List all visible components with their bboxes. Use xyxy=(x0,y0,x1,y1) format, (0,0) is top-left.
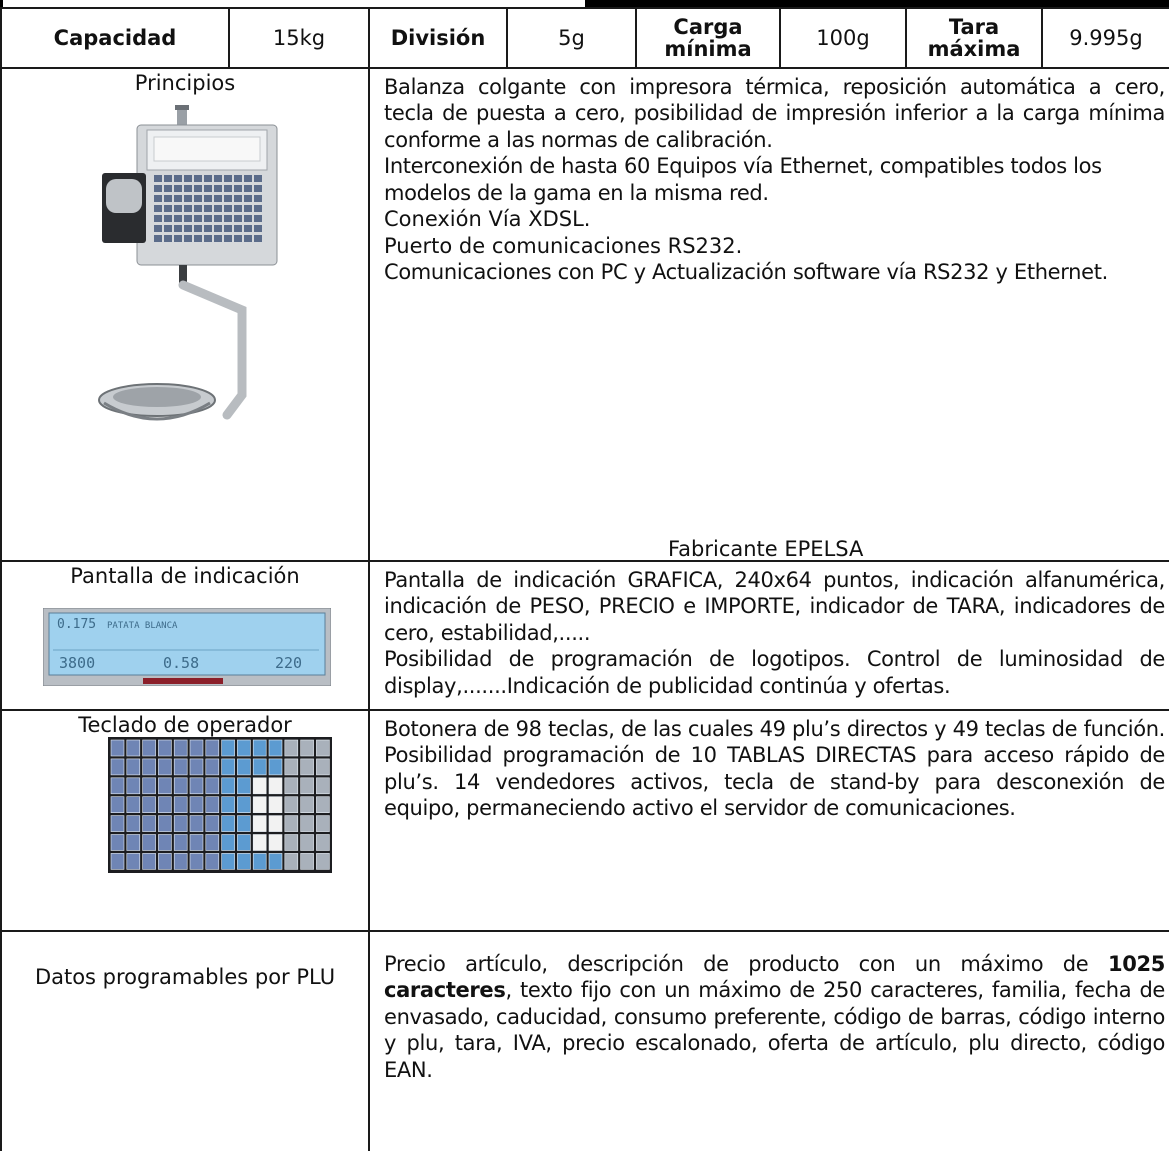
keyboard-key xyxy=(111,740,124,756)
min-load-label-line2: mínima xyxy=(664,37,752,61)
pantalla-title: Pantalla de indicación xyxy=(70,564,300,588)
keyboard-key xyxy=(158,816,171,832)
keyboard-key xyxy=(316,740,329,756)
division-value: 5g xyxy=(507,8,636,68)
keyboard-key xyxy=(127,759,140,775)
teclado-row xyxy=(1,710,1169,931)
keyboard-key xyxy=(285,835,298,851)
keyboard-key xyxy=(285,816,298,832)
keyboard-graphic xyxy=(108,737,332,873)
keyboard-key xyxy=(301,778,314,794)
keyboard-key xyxy=(158,778,171,794)
keyboard-key xyxy=(190,759,203,775)
keyboard-key xyxy=(269,778,282,794)
keyboard-key xyxy=(143,835,156,851)
pantalla-text-cell xyxy=(369,561,1169,710)
max-tare-value: 9.995g xyxy=(1042,8,1169,68)
principios-cell xyxy=(1,68,369,561)
keyboard-image xyxy=(108,737,332,873)
keyboard-key xyxy=(190,816,203,832)
datos-text xyxy=(384,951,1165,1083)
keyboard-key xyxy=(174,778,187,794)
principios-line-4: Puerto de comunicaciones RS232. xyxy=(384,233,743,258)
keyboard-key xyxy=(222,835,235,851)
pantalla-paragraph-2: Posibilidad de programación de logotipos. Control de luminosidad de display,.......Indicación de publicidad continúa y ofertas. xyxy=(384,647,1165,698)
min-load-label-line1: Carga xyxy=(673,14,743,39)
teclado-cell xyxy=(1,710,369,931)
keyboard-key xyxy=(143,778,156,794)
keyboard-key xyxy=(127,853,140,869)
keyboard-key xyxy=(190,797,203,813)
keyboard-key xyxy=(111,759,124,775)
keyboard-key xyxy=(316,778,329,794)
keyboard-key xyxy=(127,740,140,756)
keyboard-key xyxy=(127,835,140,851)
keyboard-key xyxy=(111,853,124,869)
datos-text-start: Precio artículo, descripción de producto con un máximo de xyxy=(384,952,1108,976)
display-price: 0.58 xyxy=(163,654,200,672)
keyboard-key xyxy=(206,816,219,832)
principios-line-1: Balanza colgante con impresora térmica, reposición automática a cero, tecla de puesta a cero, posibilidad de impresión inferior a la carga mínima conforme a las normas de calibración. xyxy=(384,75,1165,152)
keyboard-key xyxy=(253,759,266,775)
keyboard-key xyxy=(301,835,314,851)
keyboard-key xyxy=(143,740,156,756)
keyboard-key xyxy=(158,740,171,756)
keyboard-key xyxy=(222,797,235,813)
principios-row xyxy=(1,68,1169,561)
min-load-label xyxy=(636,8,780,68)
keyboard-key xyxy=(285,797,298,813)
keyboard-key xyxy=(222,740,235,756)
max-tare-label-line2: máxima xyxy=(927,37,1021,61)
datos-text-bold: 1025 caracteres xyxy=(384,952,1165,1003)
keyboard-key xyxy=(269,835,282,851)
max-tare-label-line1: Tara xyxy=(948,14,1000,39)
max-tare-label xyxy=(906,8,1042,68)
keyboard-key xyxy=(158,759,171,775)
keyboard-key xyxy=(158,853,171,869)
keyboard-key xyxy=(316,853,329,869)
division-label: División xyxy=(369,8,507,68)
keyboard-key xyxy=(285,759,298,775)
display-amount: 220 xyxy=(275,654,303,672)
display-image xyxy=(43,608,331,686)
teclado-text: Botonera de 98 teclas, de las cuales 49 plu’s directos y 49 teclas de función. Posibilidad programación de 10 TABLAS DIRECTAS para acceso rápido de plu’s. 14 vendedores activos, tecla de stand-by para desconexión de equipo, permaneciendo activo el servidor de comunicaciones. xyxy=(384,717,1165,821)
keyboard-key xyxy=(190,740,203,756)
pantalla-row xyxy=(1,561,1169,710)
datos-cell xyxy=(1,931,369,1151)
keyboard-key xyxy=(285,740,298,756)
scale-image xyxy=(92,105,368,435)
keyboard-key xyxy=(253,797,266,813)
display-graphic xyxy=(43,608,331,686)
principios-line-3: Conexión Vía XDSL. xyxy=(384,207,591,232)
keyboard-key xyxy=(269,797,282,813)
keyboard-key xyxy=(253,853,266,869)
keyboard-key xyxy=(316,759,329,775)
keyboard-key xyxy=(143,797,156,813)
datos-title: Datos programables por PLU xyxy=(34,965,336,989)
datos-text-end: , texto fijo con un máximo de 250 caracteres, familia, fecha de envasado, caducidad, consumo preferente, código de barras, código interno y plu, tara, IVA, precio escalonado, oferta de artículo, plu directo, código EAN. xyxy=(384,978,1165,1082)
display-line1-name: PATATA BLANCA xyxy=(107,621,178,631)
keyboard-key xyxy=(237,816,250,832)
keyboard-key xyxy=(316,835,329,851)
keyboard-key xyxy=(237,797,250,813)
keyboard-key xyxy=(301,816,314,832)
keyboard-key xyxy=(174,835,187,851)
keyboard-key xyxy=(174,816,187,832)
keyboard-key xyxy=(253,778,266,794)
keyboard-key xyxy=(111,816,124,832)
keyboard-key xyxy=(237,740,250,756)
keyboard-key xyxy=(111,797,124,813)
keyboard-key xyxy=(111,778,124,794)
display-weight: 3800 xyxy=(59,654,96,672)
keyboard-key xyxy=(301,853,314,869)
principios-title: Principios xyxy=(134,71,236,95)
datos-text-cell xyxy=(369,931,1169,1151)
keyboard-key xyxy=(285,853,298,869)
keyboard-key xyxy=(222,778,235,794)
keyboard-key xyxy=(237,759,250,775)
keyboard-key xyxy=(301,759,314,775)
keyboard-key xyxy=(127,816,140,832)
keyboard-key xyxy=(143,816,156,832)
keyboard-key xyxy=(269,759,282,775)
keyboard-key xyxy=(174,759,187,775)
principios-line-5: Comunicaciones con PC y Actualización software vía RS232 y Ethernet. xyxy=(384,260,1108,285)
principios-text-cell xyxy=(369,68,1169,561)
keyboard-key xyxy=(190,853,203,869)
pantalla-paragraph-1: Pantalla de indicación GRAFICA, 240x64 puntos, indicación alfanumérica, indicación de PESO, PRECIO e IMPORTE, indicador de TARA, indicadores de cero, estabilidad,..... xyxy=(384,568,1165,645)
keyboard-key xyxy=(253,740,266,756)
capacity-label: Capacidad xyxy=(1,8,229,68)
keyboard-key xyxy=(206,740,219,756)
keyboard-key xyxy=(174,853,187,869)
teclado-title: Teclado de operador xyxy=(78,713,292,737)
keyboard-key xyxy=(253,816,266,832)
min-load-value: 100g xyxy=(780,8,906,68)
keyboard-key xyxy=(206,759,219,775)
manufacturer-label: Fabricante EPELSA xyxy=(668,536,864,561)
keyboard-key xyxy=(143,853,156,869)
spec-sheet-table xyxy=(0,7,1169,1151)
keyboard-key xyxy=(190,835,203,851)
keyboard-key xyxy=(301,797,314,813)
capacity-value: 15kg xyxy=(229,8,369,68)
spec-header-row xyxy=(1,8,1169,68)
keyboard-key xyxy=(269,740,282,756)
keyboard-key xyxy=(158,835,171,851)
keyboard-key xyxy=(206,835,219,851)
keyboard-key xyxy=(206,853,219,869)
keyboard-key xyxy=(111,835,124,851)
keyboard-key xyxy=(269,816,282,832)
teclado-text-cell xyxy=(369,710,1169,931)
datos-row xyxy=(1,931,1169,1151)
keyboard-key xyxy=(269,853,282,869)
keyboard-key xyxy=(222,816,235,832)
keyboard-key xyxy=(174,797,187,813)
keyboard-key xyxy=(253,835,266,851)
keyboard-key xyxy=(316,797,329,813)
keyboard-key xyxy=(237,835,250,851)
display-line1: 0.175 xyxy=(57,617,97,632)
keyboard-key xyxy=(190,778,203,794)
keyboard-key xyxy=(237,853,250,869)
keyboard-key xyxy=(206,778,219,794)
keyboard-key xyxy=(158,797,171,813)
keyboard-key xyxy=(174,740,187,756)
keyboard-key xyxy=(301,740,314,756)
keyboard-key xyxy=(316,816,329,832)
pantalla-cell xyxy=(1,561,369,710)
keyboard-key xyxy=(222,759,235,775)
keyboard-key xyxy=(206,797,219,813)
keyboard-key xyxy=(143,759,156,775)
keyboard-key xyxy=(127,778,140,794)
keyboard-key xyxy=(237,778,250,794)
keyboard-key xyxy=(222,853,235,869)
keyboard-key xyxy=(285,778,298,794)
keyboard-key xyxy=(127,797,140,813)
principios-line-2: Interconexión de hasta 60 Equipos vía Ethernet, compatibles todos los modelos de la gama en la misma red. xyxy=(384,154,1102,205)
